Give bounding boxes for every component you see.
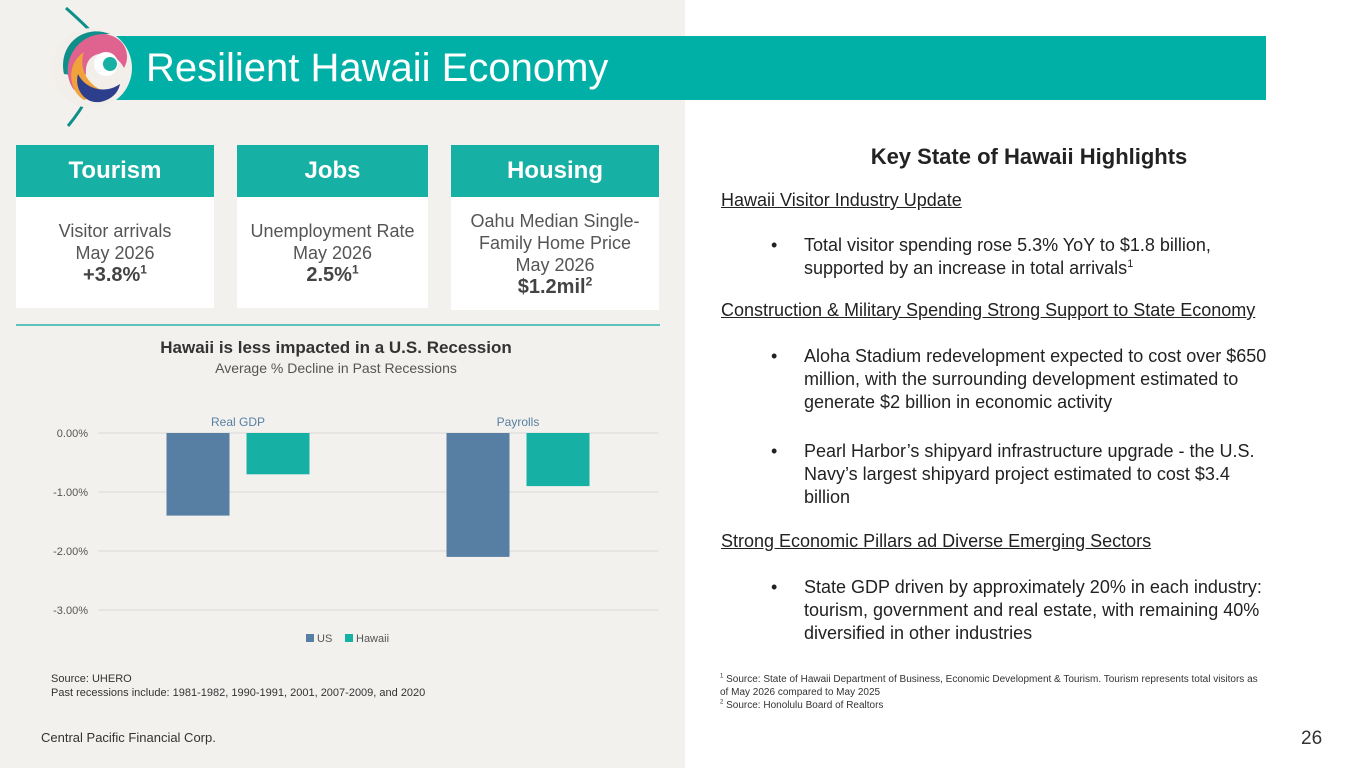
bar-us-0 xyxy=(167,433,230,516)
page-number: 26 xyxy=(1301,728,1323,749)
bullet-visitor-spending: • Total visitor spending rose 5.3% YoY to $1.8 billion, supported by an increase in total arrivals$^1$ xyxy=(771,235,1211,278)
chart-source-note xyxy=(51,672,425,700)
chart-subtitle: Average % Decline in Past Recessions xyxy=(215,360,457,376)
bar-us-1 xyxy=(447,433,510,557)
chart-recessions-line: Past recessions include: 1981-1982, 1990-1991, 2001, 2007-2009, and 2020 xyxy=(51,687,426,699)
cpb-swirl-logo-icon xyxy=(44,4,144,130)
bullet-aloha-stadium: • Aloha Stadium redevelopment expected to cost over $650 million, with the surrounding development estimated to generate $2 billion in economic activity xyxy=(771,346,1267,412)
jobs-metric-value: 2.5%$^1$ xyxy=(306,261,359,286)
jobs-card-header: Jobs xyxy=(237,145,428,197)
housing-metric-label: Oahu Median Single- xyxy=(470,210,640,231)
legend-swatch xyxy=(345,634,353,642)
bullet-state-gdp: • State GDP driven by approximately 20% in each industry: tourism, government and real estate, with remaining 40% diversified in other industries xyxy=(771,577,1262,643)
tourism-card-header: Tourism xyxy=(16,145,214,197)
housing-metric-value: $1.2mil$^2$ xyxy=(517,273,593,298)
section-title-economic-pillars: Strong Economic Pillars ad Diverse Emerging Sectors xyxy=(721,531,1152,551)
tourism-metric-date: May 2026 xyxy=(75,242,155,263)
footnote-1: $^1$ Source: State of Hawaii Department of Business, Economic Development & Tourism. Tourism represents total visitors as of May 2026 compared to May 2025 $^2$ Source: Honolulu Board of Realtors xyxy=(720,673,1258,711)
y-tick-label: -1.00% xyxy=(53,487,88,499)
housing-card-body xyxy=(451,197,659,310)
chart-source-line: Source: UHERO xyxy=(51,673,132,685)
jobs-metric-label: Unemployment Rate xyxy=(250,220,415,241)
bullet-pearl-harbor: • Pearl Harbor’s shipyard infrastructure upgrade - the U.S. Navy’s largest shipyard project estimated to cost $3.4 billion xyxy=(771,441,1255,507)
legend-label: Hawaii xyxy=(356,633,390,645)
jobs-metric-date: May 2026 xyxy=(292,242,373,263)
bar-hawaii-1 xyxy=(527,433,590,486)
jobs-card-body xyxy=(237,197,428,308)
legend-swatch xyxy=(306,634,314,642)
legend-label: US xyxy=(317,633,333,645)
housing-card-header: Housing xyxy=(451,145,659,197)
section-title-construction-military: Construction & Military Spending Strong Support to State Economy xyxy=(721,300,1256,320)
company-name: Central Pacific Financial Corp. xyxy=(41,730,216,745)
housing-metric-date: May 2026 xyxy=(515,254,595,275)
housing-metric-label-2: Family Home Price xyxy=(478,232,632,253)
category-label: Real GDP xyxy=(210,415,266,429)
bar-hawaii-0 xyxy=(247,433,310,474)
category-label: Payrolls xyxy=(496,415,540,429)
page-title: Resilient Hawaii Economy xyxy=(146,46,609,90)
highlights-heading: Key State of Hawaii Highlights xyxy=(870,144,1188,169)
y-tick-label: 0.00% xyxy=(56,428,88,440)
tourism-metric-label: Visitor arrivals xyxy=(58,220,172,241)
y-tick-label: -2.00% xyxy=(53,546,88,558)
chart-title: Hawaii is less impacted in a U.S. Recession xyxy=(160,338,512,357)
y-tick-label: -3.00% xyxy=(53,605,88,617)
recession-bar-chart xyxy=(0,400,672,660)
tourism-card-body xyxy=(16,197,214,308)
section-divider xyxy=(16,324,660,326)
section-title-visitor-industry: Hawaii Visitor Industry Update xyxy=(721,190,962,210)
tourism-metric-value: +3.8%$^1$ xyxy=(83,261,147,286)
